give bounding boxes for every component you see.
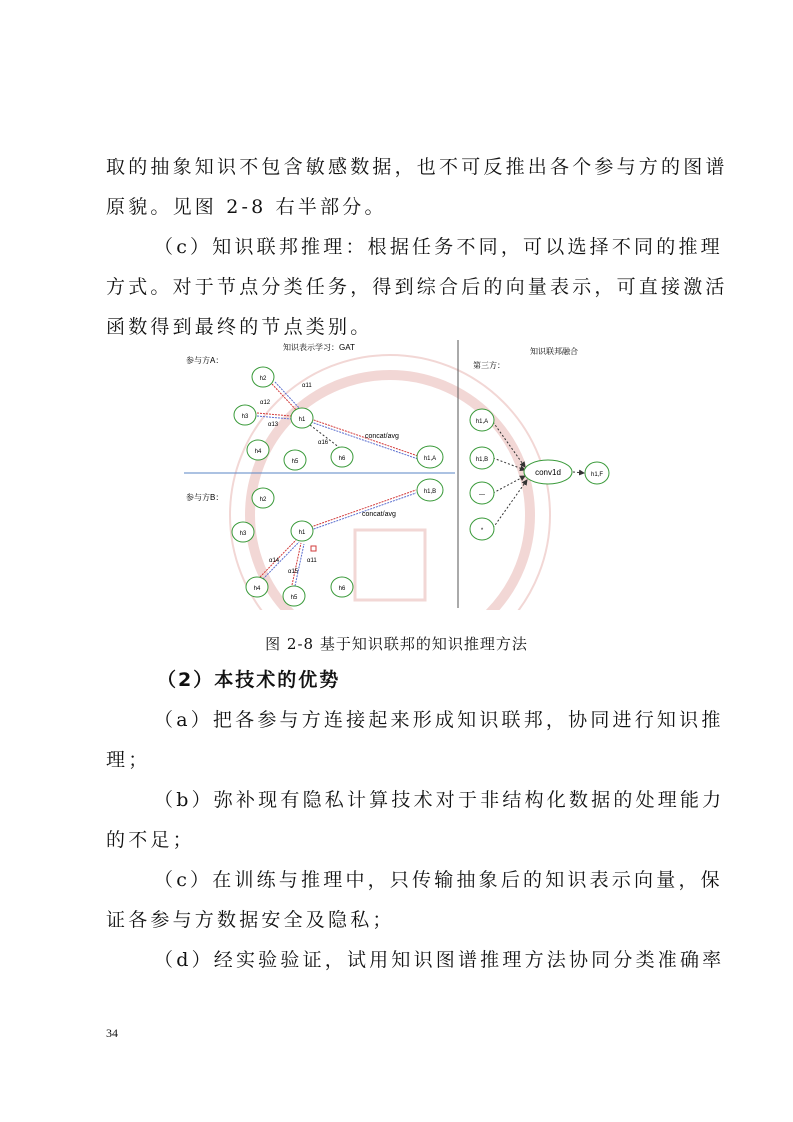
party-b-nodes	[232, 479, 443, 606]
watermark-seal	[230, 355, 550, 610]
figure-caption: 图 2-8 基于知识联邦的知识推理方法	[265, 635, 528, 653]
text-line: 取的抽象知识不包含敏感数据，也不可反推出各个参与方的图谱	[106, 156, 728, 178]
node-label: h3	[241, 414, 249, 420]
node-label: h1,F	[590, 472, 604, 478]
node-label: h1,B	[423, 489, 437, 495]
party-b-edges	[260, 490, 416, 586]
text-line: （c）知识联邦推理：根据任务不同，可以选择不同的推理	[154, 236, 723, 258]
knowledge-federation-figure	[180, 340, 618, 610]
node-label: h2	[259, 497, 267, 503]
node-label: h1	[298, 530, 306, 536]
advantages-list	[106, 700, 725, 980]
alpha-label: α11	[302, 383, 312, 389]
node-label: h6	[338, 456, 346, 462]
node-label: h5	[290, 595, 298, 601]
concat-label: concat/avg	[362, 511, 396, 518]
party-a-label: 参与方A：	[186, 356, 224, 365]
node-label: h1,A	[423, 456, 437, 462]
node-label: h6	[338, 586, 346, 592]
node-label: h2	[259, 376, 267, 382]
concat-label: concat/avg	[365, 433, 399, 440]
intro-paragraph	[106, 147, 728, 347]
alpha-label: α11	[307, 558, 317, 564]
node-label: h4	[254, 449, 262, 455]
node-label: *	[480, 528, 484, 534]
list-item-c: （c）在训练与推理中，只传输抽象后的知识表示向量，保	[154, 869, 723, 891]
figure-svg	[180, 340, 618, 610]
node-label: h5	[291, 459, 299, 465]
alpha-label: α14	[269, 558, 280, 564]
third-party-nodes	[470, 409, 609, 540]
node-label: h1,A	[475, 419, 489, 425]
alpha-label: α12	[260, 400, 271, 406]
node-label: h4	[253, 586, 261, 592]
text-line: 原貌。见图 2-8 右半部分。	[106, 196, 387, 218]
list-item-a-cont: 理；	[106, 749, 151, 771]
node-label: —	[479, 492, 485, 498]
node-label: h1,B	[475, 457, 489, 463]
page-number: 34	[106, 1026, 118, 1040]
list-item-a: （a）把各参与方连接起来形成知识联邦，协同进行知识推	[154, 709, 724, 731]
text-line: 函数得到最终的节点类别。	[106, 316, 373, 338]
list-item-b-cont: 的不足；	[106, 829, 195, 851]
list-item-c-cont: 证各参与方数据安全及隐私；	[106, 909, 395, 931]
alpha-label: α13	[268, 422, 279, 428]
node-label: h1	[298, 417, 306, 423]
node-label: h3	[239, 531, 247, 537]
list-item-d: （d）经实验验证，试用知识图谱推理方法协同分类准确率	[154, 949, 725, 971]
conv-label: conv1d	[535, 468, 561, 477]
party-b-label: 参与方B：	[186, 493, 224, 502]
left-title: 知识表示学习：GAT	[283, 343, 355, 352]
alpha-label: α16	[318, 440, 329, 446]
third-party-label: 第三方：	[473, 361, 505, 370]
list-item-b: （b）弥补现有隐私计算技术对于非结构化数据的处理能力	[154, 789, 725, 811]
text-line: 方式。对于节点分类任务，得到综合后的向量表示，可直接激活	[106, 276, 728, 298]
right-title: 知识联邦融合	[530, 347, 578, 356]
alpha-label: α15	[288, 569, 299, 575]
section-heading: （2）本技术的优势	[157, 669, 341, 691]
